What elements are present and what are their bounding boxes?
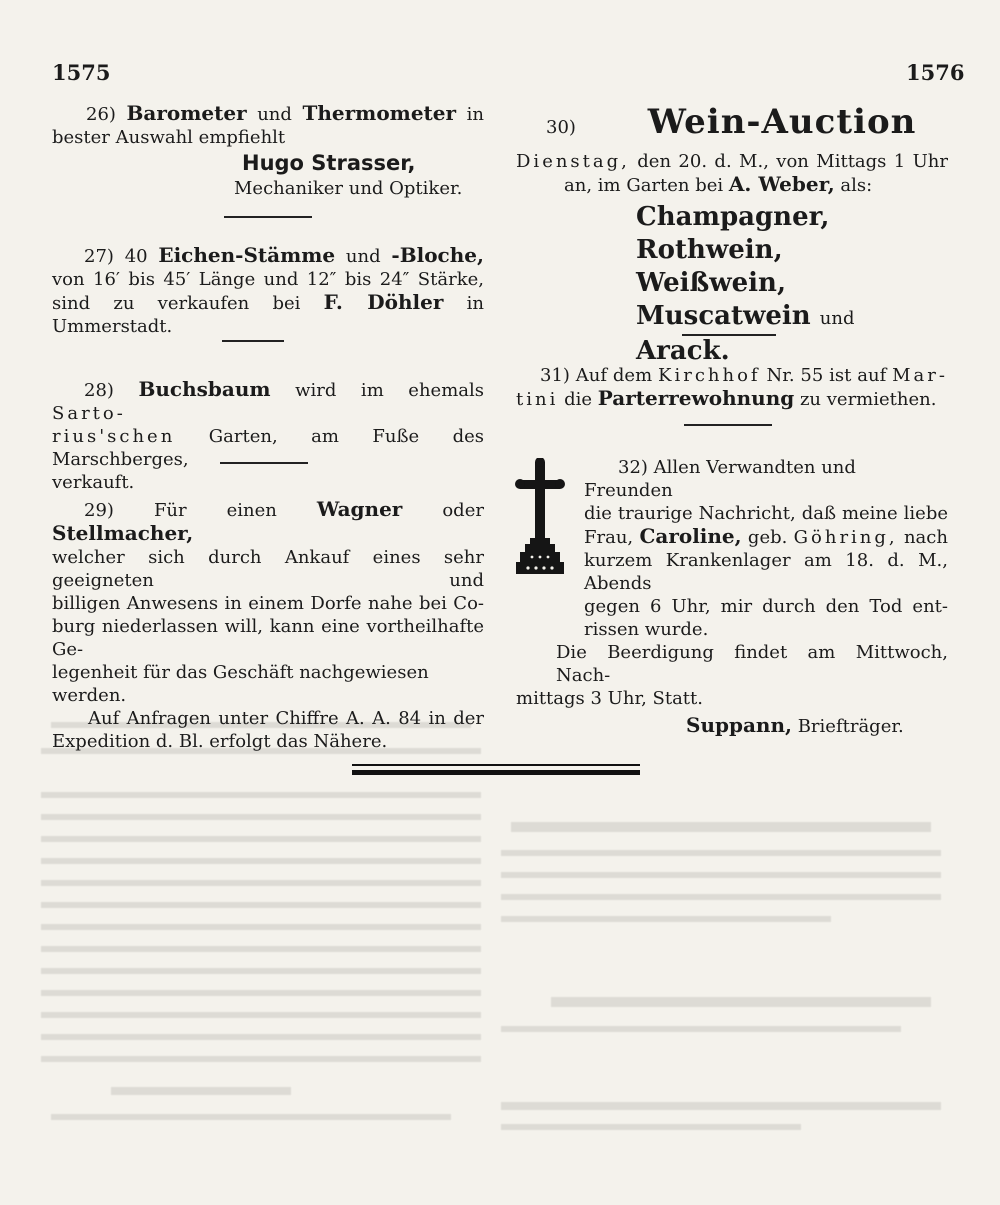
wine-item-muscat (636, 300, 948, 335)
ad-number: 27) (84, 246, 114, 267)
ad-29-line2: welcher sich durch Ankauf eines sehr geeigneten und (52, 547, 484, 591)
ad-30-wine-list (516, 201, 948, 368)
bleed-lines-right (491, 802, 960, 1140)
ad-26-und: und (257, 104, 292, 125)
ad-27-line3 (52, 291, 484, 338)
ad-28-line2 (52, 425, 484, 471)
ad-32-line1 (516, 456, 948, 502)
page-number-left: 1575 (52, 60, 111, 85)
ad-32-line1-text: Allen Verwandten und Freunden (584, 457, 856, 501)
ad-number: 32) (618, 457, 648, 478)
ad-number: 31) (540, 365, 570, 386)
page-end-rule (352, 764, 640, 766)
ad-29 (52, 498, 484, 753)
ad-30 (516, 100, 948, 368)
ad-32-line3-pre: Frau, (584, 527, 634, 548)
wine-item: Champagner, (636, 202, 830, 232)
ad-26 (52, 102, 484, 200)
ad-26-in: in (466, 104, 484, 125)
ad-30-line1 (516, 150, 948, 173)
ad-28 (52, 378, 484, 494)
ad-32-line8: mittags 3 Uhr, Statt. (516, 688, 703, 709)
ad-28-line1-post: wird im ehemals (295, 380, 484, 401)
ad-30-line2-pre: an, im Garten bei (564, 175, 724, 196)
ad-26-item2: Thermometer (302, 101, 457, 125)
separator (224, 216, 312, 218)
ad-26-name: Hugo Strasser, (242, 151, 416, 175)
ad-31 (516, 364, 948, 411)
ad-30-title-line (516, 100, 948, 150)
ad-28-name-part2: rius'schen (52, 426, 176, 447)
ad-29-line5: legenheit für das Geschäft nachgewiesen werden. (52, 662, 429, 706)
ad-26-role: Mechaniker und Optiker. (234, 178, 463, 199)
ad-27-line1 (52, 244, 484, 268)
ad-29-line7: Expedition d. Bl. erfolgt das Nähere. (52, 731, 388, 752)
ad-32-line3-post: nach (903, 527, 948, 548)
ad-32 (516, 456, 948, 738)
ad-30-line2-post: als: (840, 175, 873, 196)
ad-30-line1-rest: den 20. d. M., von Mittags 1 Uhr (637, 151, 948, 172)
ad-29-item2: Stellmacher, (52, 521, 194, 545)
page-end-rule-thick (352, 770, 640, 775)
ad-26-item1: Barometer (126, 101, 247, 125)
separator (682, 334, 776, 336)
ad-29-line1 (52, 498, 484, 546)
page-number-right: 1576 (906, 60, 965, 85)
ad-32-sign-name: Suppann, (686, 713, 792, 737)
wine-item: Arack. (636, 336, 730, 366)
wine-item: Weißwein, (636, 268, 787, 298)
ad-27-line3-post: in Ummerstadt. (52, 293, 484, 337)
ad-31-item: Parterrewohnung (597, 386, 795, 410)
ad-32-sign-role: Briefträger. (797, 716, 904, 737)
ad-29-pre: Für einen (153, 500, 277, 521)
ad-29-line4: burg niederlassen will, kann eine vortheilhafte Ge- (52, 616, 484, 660)
ad-30-und: und (819, 308, 855, 329)
ad-31-line2 (516, 387, 948, 411)
ad-27 (52, 244, 484, 338)
wine-item: Muscatwein (636, 301, 811, 331)
ad-31-line2-mid: die (564, 389, 593, 410)
ad-28-line2-post: Garten, am Fuße des Marschberges, (52, 426, 484, 470)
ad-number: 30) (546, 117, 576, 138)
ad-32-maiden-name: Göhring, (793, 527, 898, 548)
ad-32-line4: kurzem Krankenlager am 18. d. M., Abends (584, 550, 948, 594)
ad-26-line1 (52, 102, 484, 126)
wine-item: Rothwein, (636, 235, 783, 265)
ad-32-line7: Die Beerdigung findet am Mittwoch, Nach- (556, 642, 948, 686)
ad-31-line1 (516, 364, 948, 387)
separator (222, 340, 284, 342)
ad-32-line5: gegen 6 Uhr, mir durch den Tod ent- (584, 596, 948, 617)
ad-31-line1-mid: Nr. 55 ist auf (766, 365, 887, 386)
ad-26-line2: bester Auswahl empfiehlt (52, 127, 286, 148)
ad-27-und: und (345, 246, 381, 267)
ad-32-signature (516, 714, 948, 738)
ad-30-day: Dienstag, (516, 151, 630, 172)
separator (684, 424, 772, 426)
ad-32-line6: rissen wurde. (584, 619, 709, 640)
ad-29-line6: Auf Anfragen unter Chiffre A. A. 84 in der (88, 708, 484, 729)
ad-30-host: A. Weber, (728, 172, 835, 196)
ad-29-line3: billigen Anwesens in einem Dorfe nahe bei Co- (52, 593, 484, 614)
ad-28-line3: verkauft. (52, 472, 135, 493)
ad-number: 26) (86, 104, 116, 125)
ad-29-item1: Wagner (316, 497, 403, 521)
ad-31-line2-post: zu vermiethen. (799, 389, 937, 410)
ad-28-line1 (52, 378, 484, 425)
ad-32-line3 (516, 525, 948, 549)
ad-27-item2: -Bloche, (391, 243, 484, 267)
ad-31-place: Kirchhof (658, 365, 761, 386)
ad-29-oder: oder (442, 500, 484, 521)
ad-number: 28) (84, 380, 114, 401)
ad-28-name-part1: Sarto- (52, 403, 126, 424)
ad-30-line2 (516, 173, 948, 197)
ad-27-seller: F. Döhler (323, 290, 444, 314)
ad-27-count: 40 (124, 246, 148, 267)
ad-32-deceased: Caroline, (639, 524, 742, 548)
ad-32-line3-mid: geb. (747, 527, 788, 548)
ad-27-item: Eichen-Stämme (158, 243, 336, 267)
ad-27-line2: von 16′ bis 45′ Länge und 12″ bis 24″ Stärke, (52, 269, 484, 290)
ad-number: 29) (84, 500, 114, 521)
ad-32-line2: die traurige Nachricht, daß meine liebe (584, 503, 948, 524)
bleed-through-right (480, 780, 960, 1140)
ad-27-line3-pre: sind zu verkaufen bei (52, 293, 301, 314)
ad-31-line1-pre: Auf dem (575, 365, 653, 386)
ad-30-title: Wein-Auction (647, 102, 917, 142)
ad-28-item: Buchsbaum (138, 377, 271, 401)
ad-31-martini-part1: Mar- (892, 365, 948, 386)
ad-31-martini-part2: tini (516, 389, 559, 410)
separator (220, 462, 308, 464)
